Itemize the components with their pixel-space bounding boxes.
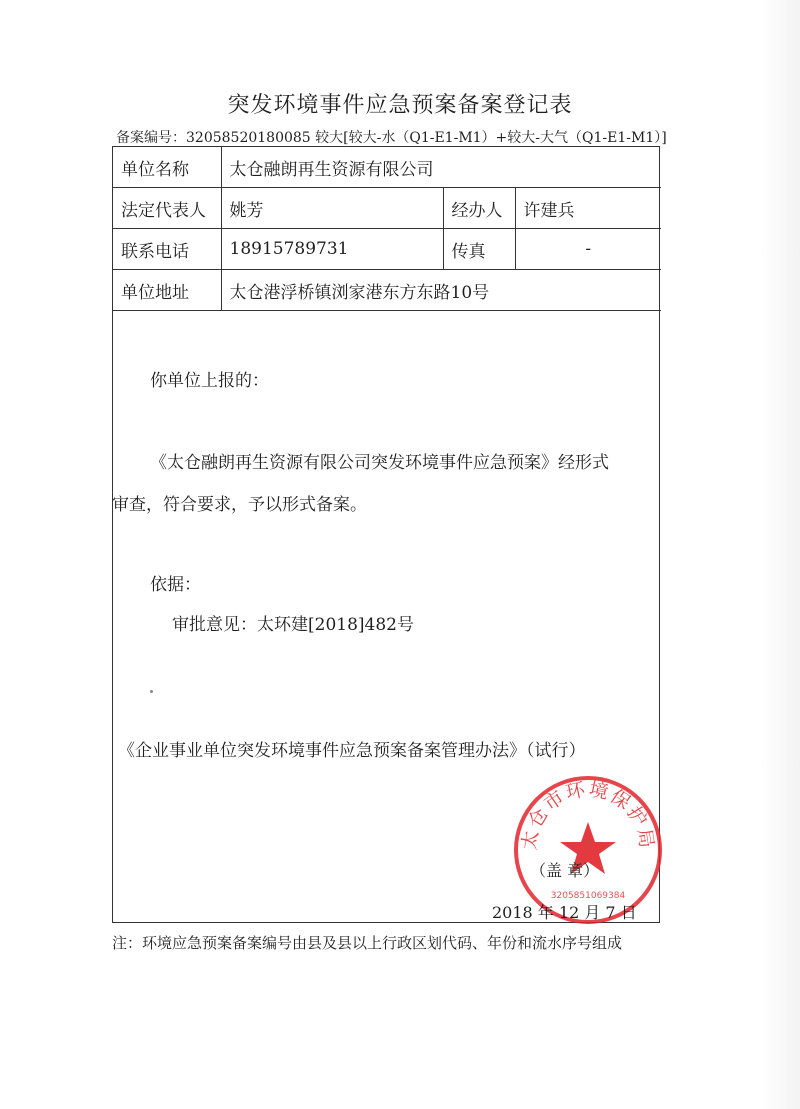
handler-label: 经办人 — [443, 188, 515, 229]
handler-value: 许建兵 — [515, 188, 661, 229]
address-label: 单位地址 — [113, 270, 221, 311]
unit-name-label: 单位名称 — [113, 147, 221, 188]
salutation: 你单位上报的： — [150, 371, 269, 391]
phone-value: 18915789731 — [221, 229, 443, 270]
row-phone — [113, 229, 661, 270]
fax-value: - — [515, 229, 661, 270]
address-value: 太仓港浮桥镇浏家港东方东路10号 — [221, 270, 661, 311]
footer-note: 注：环境应急预案备案编号由县及县以上行政区划代码、年份和流水序号组成 — [112, 934, 623, 952]
speck — [150, 690, 153, 693]
unit-name-value: 太仓融朗再生资源有限公司 — [221, 147, 661, 188]
filing-number: 备案编号：32058520180085 较大[较大-水（Q1-E1-M1）+较大-大气（Q1-E1-M1）] — [116, 130, 667, 146]
basis-label: 依据： — [150, 575, 201, 595]
row-unit-name — [113, 147, 661, 188]
fax-label: 传真 — [443, 229, 515, 270]
legal-rep-label: 法定代表人 — [113, 188, 221, 229]
page-edge-shadow — [760, 0, 800, 1109]
row-address — [113, 270, 661, 311]
regulation-reference: 《企业事业单位突发环境事件应急预案备案管理办法》（试行） — [118, 741, 586, 761]
seal-caption: （盖 章） — [530, 861, 600, 880]
seal-code: 3205851069384 — [550, 891, 626, 901]
plan-statement-line1: 《太仓融朗再生资源有限公司突发环境事件应急预案》经形式 — [150, 453, 609, 473]
issue-date: 2018 年 12 月 7 日 — [492, 903, 637, 922]
phone-label: 联系电话 — [113, 229, 221, 270]
document-title: 突发环境事件应急预案备案登记表 — [227, 93, 573, 118]
info-table — [113, 147, 661, 311]
seal-text: 太仓市环境保护局 — [518, 778, 658, 852]
plan-statement-line2: 审查，符合要求，予以形式备案。 — [112, 495, 367, 515]
row-legal-rep — [113, 188, 661, 229]
approval-opinion: 审批意见：太环建[2018]482号 — [172, 615, 414, 635]
legal-rep-value: 姚芳 — [221, 188, 443, 229]
